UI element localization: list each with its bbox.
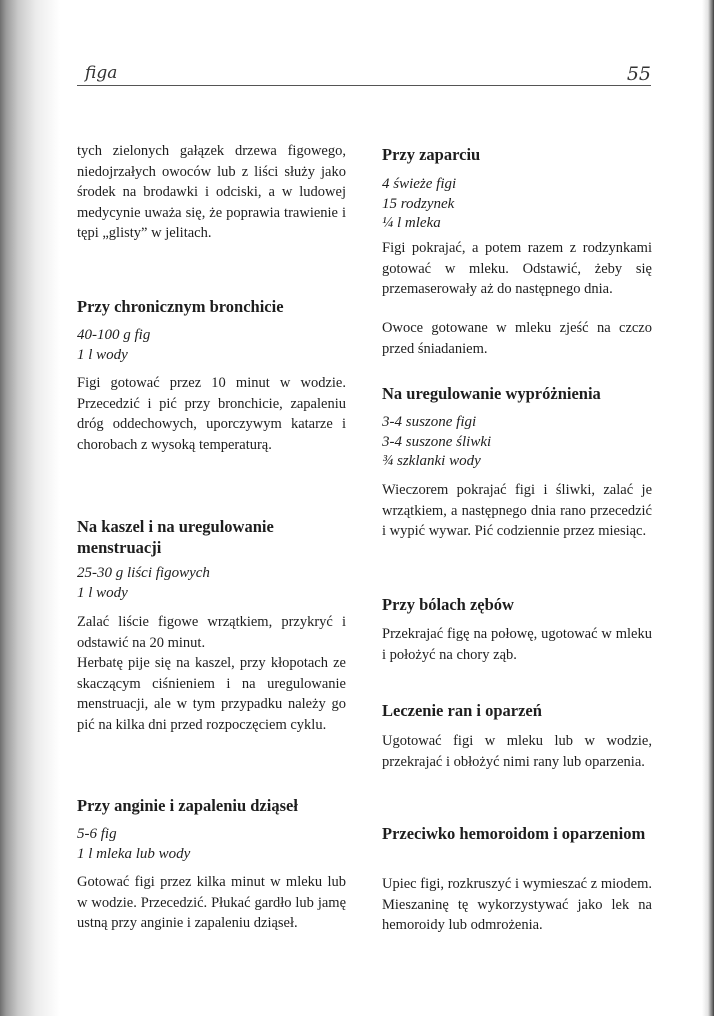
running-head xyxy=(77,63,651,83)
ingredient-item: ¼ l mleka xyxy=(382,215,441,231)
recipe-instructions: Figi gotować przez 10 minut w wodzie. Przecedzić i pić przy bronchicie, zapaleniu dróg oddechowych, uporczywym katarze i chorobach z wysoką temperaturą. xyxy=(77,375,346,453)
ingredient-item: 15 rodzynek xyxy=(382,195,455,212)
recipe-title: Przeciwko hemoroidom i oparzeniom xyxy=(382,824,646,843)
page-edge xyxy=(702,0,714,1016)
ingredient-list xyxy=(77,326,346,365)
recipe-title: Przy bólach zębów xyxy=(382,595,514,614)
recipe-title: Na uregulowanie wypróżnienia xyxy=(382,384,601,403)
recipe-instructions: Ugotować figi w mleku lub w wodzie, przekrajać i obłożyć nimi rany lub oparzenia. xyxy=(382,733,652,770)
recipe-instructions: Gotować figi przez kilka minut w mleku lub w wodzie. Przecedzić. Płukać gardło lub jamę ustną przy anginie i zapaleniu dziąseł. xyxy=(77,874,346,931)
recipe-title: Przy chronicznym bronchicie xyxy=(77,297,284,316)
ingredient-item: 3-4 suszone śliwki xyxy=(382,433,492,450)
recipe-instructions: Wieczorem pokrajać figi i śliwki, zalać je wrzątkiem, a następnego dnia rano przecedzić i wypić wywar. Pić codziennie przez miesiąc. xyxy=(382,482,652,539)
binding-shadow xyxy=(0,0,60,1016)
running-title: figa xyxy=(85,63,118,83)
ingredient-list xyxy=(77,564,346,603)
ingredient-item: 3-4 suszone figi xyxy=(382,414,477,430)
ingredient-item: 1 l wody xyxy=(77,346,128,363)
recipe-instructions: Przekrajać figę na połowę, ugotować w mleku i położyć na chory ząb. xyxy=(382,626,652,663)
recipe-instructions-continued: Herbatę pije się na kaszel, przy kłopotach ze skaczącym ciśnieniem i na uregulowanie menstruacji, ale w tym przypadku należy go pić na kilka dni przed rozpoczęciem cyklu. xyxy=(77,655,346,733)
ingredient-item: 1 l mleka lub wody xyxy=(77,845,191,862)
ingredient-item: 5-6 fig xyxy=(77,826,117,842)
recipe-title: Na kaszel i na uregulowanie menstruacji xyxy=(77,517,274,557)
recipe-title: Przy anginie i zapaleniu dziąseł xyxy=(77,796,298,815)
header-rule xyxy=(77,85,651,86)
recipe-instructions: Upiec figi, rozkruszyć i wymieszać z miodem. Mieszaninę tę wykorzystywać jako lek na hemoroidy lub odmrożenia. xyxy=(382,876,652,933)
page-number: 55 xyxy=(626,63,651,85)
ingredient-list xyxy=(382,175,652,234)
ingredient-list xyxy=(77,825,346,864)
recipe-instructions: Zalać liście figowe wrzątkiem, przykryć i odstawić na 20 minut. xyxy=(77,614,346,651)
ingredient-item: 4 świeże figi xyxy=(382,176,457,192)
ingredient-item: ¾ szklanki wody xyxy=(382,453,481,469)
recipe-title: Leczenie ran i oparzeń xyxy=(382,701,542,720)
recipe-instructions-continued: Owoce gotowane w mleku zjeść na czczo przed śniadaniem. xyxy=(382,320,652,357)
ingredient-item: 25-30 g liści figowych xyxy=(77,565,210,581)
intro-paragraph: tych zielonych gałązek drzewa figowego, niedojrzałych owoców lub z liści służy jako środek na brodawki i odciski, a w ludowej medycynie uważa się, że poprawia trawienie i tępi „glisty” w jelitach. xyxy=(77,143,346,241)
recipe-title: Przy zaparciu xyxy=(382,145,481,164)
recipe-instructions: Figi pokrajać, a potem razem z rodzynkami gotować w mleku. Odstawić, żeby się przemaserowały aż do następnego dnia. xyxy=(382,240,652,297)
ingredient-item: 40-100 g fig xyxy=(77,327,151,343)
ingredient-item: 1 l wody xyxy=(77,584,128,601)
ingredient-list xyxy=(382,413,652,472)
